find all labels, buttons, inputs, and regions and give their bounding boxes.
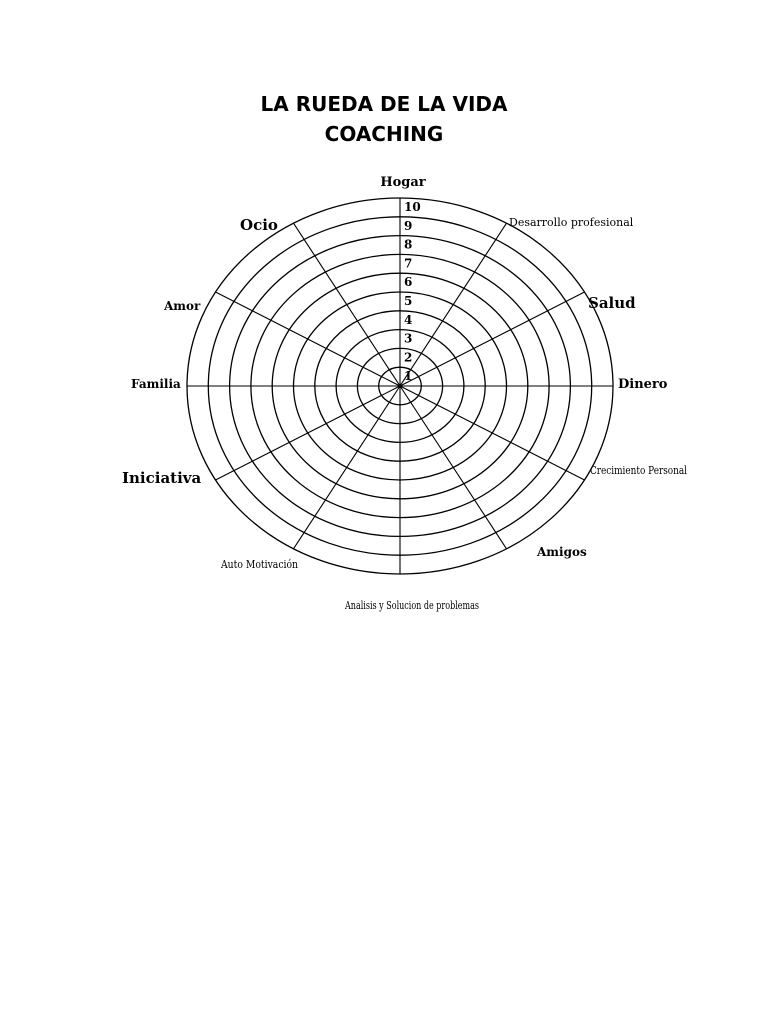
document-title: LA RUEDA DE LA VIDA [260, 92, 508, 116]
scale-number: 2 [404, 350, 413, 365]
wheel-spoke [294, 223, 401, 386]
scale-number: 3 [404, 331, 413, 346]
area-label-iniciativa: Iniciativa [122, 469, 202, 487]
scale-number: 8 [404, 237, 413, 252]
scale-number: 9 [404, 218, 413, 233]
scale-number: 1 [404, 369, 413, 384]
wheel-spoke [400, 386, 585, 480]
area-label-crecimiento-personal: Crecimiento Personal [590, 464, 688, 477]
area-label-ocio: Ocio [240, 216, 278, 234]
area-label-desarrollo-profesional: Desarrollo profesional [509, 216, 634, 229]
area-label-dinero: Dinero [618, 377, 668, 392]
wheel-spokes [187, 198, 613, 574]
wheel-spoke [294, 386, 401, 549]
area-label-analisis-solucion-problemas: Analisis y Solucion de problemas [344, 599, 480, 612]
wheel-spoke [216, 386, 401, 480]
wheel-spoke [400, 223, 507, 386]
area-label-salud: Salud [588, 294, 636, 312]
area-label-amor: Amor [164, 299, 201, 313]
area-label-auto-motivacion: Auto Motivación [220, 558, 298, 571]
area-label-familia: Familia [131, 377, 181, 391]
scale-number: 10 [404, 200, 421, 214]
scale-number: 6 [404, 275, 413, 290]
scale-number: 5 [404, 294, 413, 308]
area-label-amigos: Amigos [537, 545, 587, 559]
wheel-spoke [400, 292, 585, 386]
wheel-spoke [400, 386, 507, 549]
document-subtitle: COACHING [324, 122, 444, 146]
area-label-hogar: Hogar [380, 175, 426, 190]
scale-number: 7 [404, 256, 413, 271]
wheel-spoke [216, 292, 401, 386]
scale-number: 4 [404, 312, 413, 327]
